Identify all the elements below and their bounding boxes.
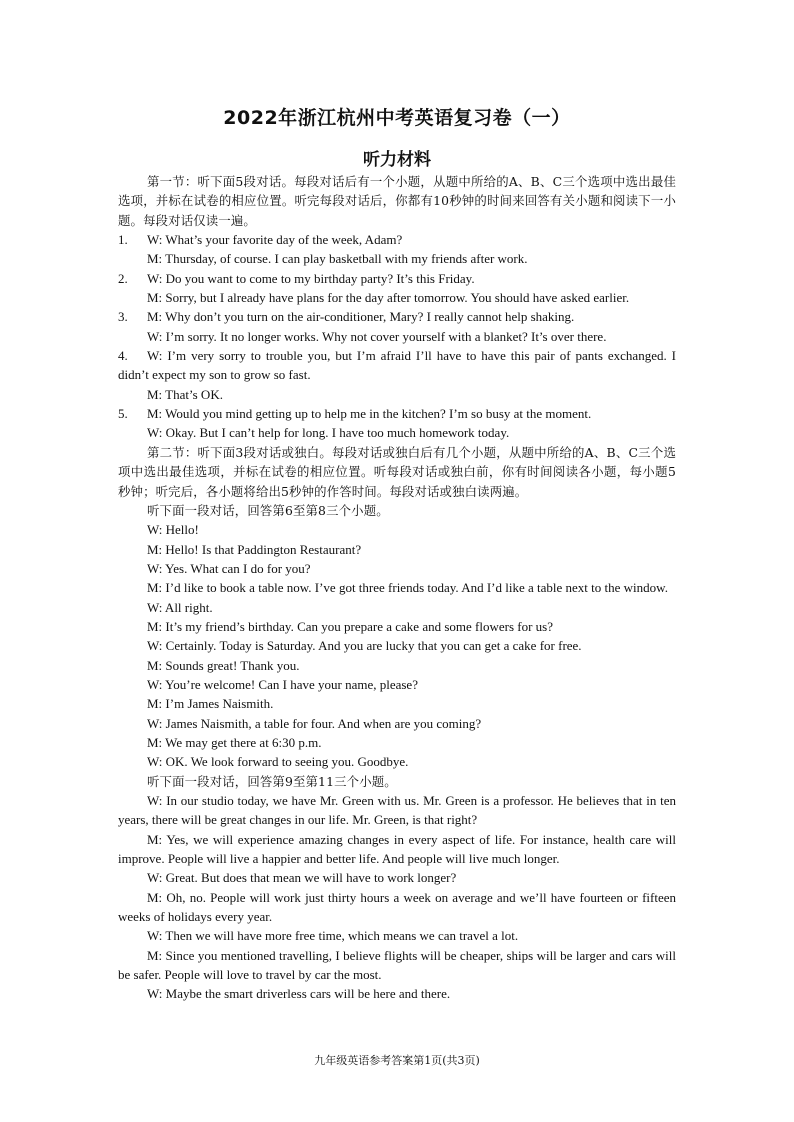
dialogue-line: W: Then we will have more free time, which means we can travel a lot.	[147, 928, 519, 944]
dialogue-line: M: It’s my friend’s birthday. Can you prepare a cake and some flowers for us?	[147, 618, 554, 634]
dialogue-line: M: Why don’t you turn on the air-conditioner, Mary? I really cannot help shaking.	[147, 309, 575, 325]
page-subtitle: 听力材料	[363, 150, 431, 170]
dialogue-intro: 听下面一段对话，回答第6至第8三个小题。	[147, 502, 389, 518]
dialogue-line: W: James Naismith, a table for four. And when are you coming?	[147, 715, 482, 731]
question-number: 3.	[118, 309, 128, 325]
question-number: 4.	[118, 348, 128, 364]
dialogue-line: M: I’m James Naismith.	[147, 696, 274, 712]
dialogue-intro: 听下面一段对话，回答第9至第11三个小题。	[147, 773, 397, 789]
page-footer: 九年级英语参考答案第1页(共3页)	[314, 1054, 480, 1067]
question-5	[118, 404, 676, 423]
question-number: 5.	[118, 406, 128, 422]
section2-instructions: 第二节：听下面3段对话或独白。每段对话或独白后有几个小题，从题中所给的A、B、C三个选项中选出最佳选项，并标在试卷的相应位置。听每段对话或独白前，你有时间阅读各小题，每小题5秒钟；听完后，各小题将给出5秒钟的作答时间。每段对话或独白读两遍。	[118, 444, 676, 499]
page-title: 2022年浙江杭州中考英语复习卷（一）	[223, 107, 571, 129]
question-1	[118, 230, 676, 249]
dialogue-line: W: In our studio today, we have Mr. Green with us. Mr. Green is a professor. He believes that in ten years, there will be great changes in our life. Mr. Green, is that right?	[118, 793, 676, 828]
dialogue-line: W: Great. But does that mean we will have to work longer?	[147, 870, 457, 886]
dialogue-line: M: I’d like to book a table now. I’ve got three friends today. And I’d like a table next to the window.	[147, 580, 668, 596]
dialogue-line: W: All right.	[147, 599, 213, 615]
dialogue-line: W: Do you want to come to my birthday party? It’s this Friday.	[147, 270, 475, 286]
dialogue-line: W: Certainly. Today is Saturday. And you are lucky that you can get a cake for free.	[147, 638, 582, 654]
dialogue-line: M: We may get there at 6:30 p.m.	[147, 734, 322, 750]
question-3	[118, 307, 676, 326]
dialogue-line: W: Yes. What can I do for you?	[147, 560, 311, 576]
question-number: 1.	[118, 232, 128, 248]
dialogue-line: M: Since you mentioned travelling, I believe flights will be cheaper, ships will be larger and cars will be safer. People will love to travel by car the most.	[118, 947, 676, 983]
dialogue-line: M: Would you mind getting up to help me in the kitchen? I’m so busy at the moment.	[147, 406, 592, 422]
dialogue-line: M: Sounds great! Thank you.	[147, 657, 300, 673]
question-number: 2.	[118, 270, 128, 286]
dialogue-line: M: Sorry, but I already have plans for the day after tomorrow. You should have asked earlier.	[147, 290, 630, 306]
section1-instructions: 第一节：听下面5段对话。每段对话后有一个小题，从题中所给的A、B、C三个选项中选出最佳选项，并标在试卷的相应位置。听完每段对话后，你都有10秒钟的时间来回答有关小题和阅读下一小题。每段对话仅读一遍。	[118, 174, 676, 228]
dialogue-line: W: Okay. But I can’t help for long. I have too much homework today.	[147, 425, 510, 441]
dialogue-line: W: Hello!	[147, 522, 199, 538]
dialogue-line: W: You’re welcome! Can I have your name, please?	[147, 676, 418, 692]
dialogue-line: M: That’s OK.	[147, 386, 223, 402]
dialogue-line: W: I’m very sorry to trouble you, but I’m afraid I’ll have to have this pair of pants exchanged. I didn’t expect my son to grow so fast.	[118, 348, 676, 383]
dialogue-line: M: Yes, we will experience amazing changes in every aspect of life. For instance, health care will improve. People will live a happier and better life. And people will live much longer.	[118, 831, 676, 867]
question-4	[118, 346, 676, 385]
dialogue-line: M: Thursday, of course. I can play basketball with my friends after work.	[147, 251, 528, 267]
dialogue-line: W: What’s your favorite day of the week, Adam?	[147, 232, 403, 248]
question-2	[118, 269, 676, 288]
dialogue-line: W: Maybe the smart driverless cars will be here and there.	[147, 986, 451, 1002]
dialogue-line: M: Hello! Is that Paddington Restaurant?	[147, 541, 362, 557]
listening-transcript	[118, 172, 676, 1004]
dialogue-line: W: OK. We look forward to seeing you. Goodbye.	[147, 754, 409, 770]
dialogue-line: W: I’m sorry. It no longer works. Why not cover yourself with a blanket? It’s over there.	[147, 328, 607, 344]
dialogue-line: M: Oh, no. People will work just thirty hours a week on average and we’ll have fourteen or fifteen weeks of holidays every year.	[118, 889, 676, 925]
